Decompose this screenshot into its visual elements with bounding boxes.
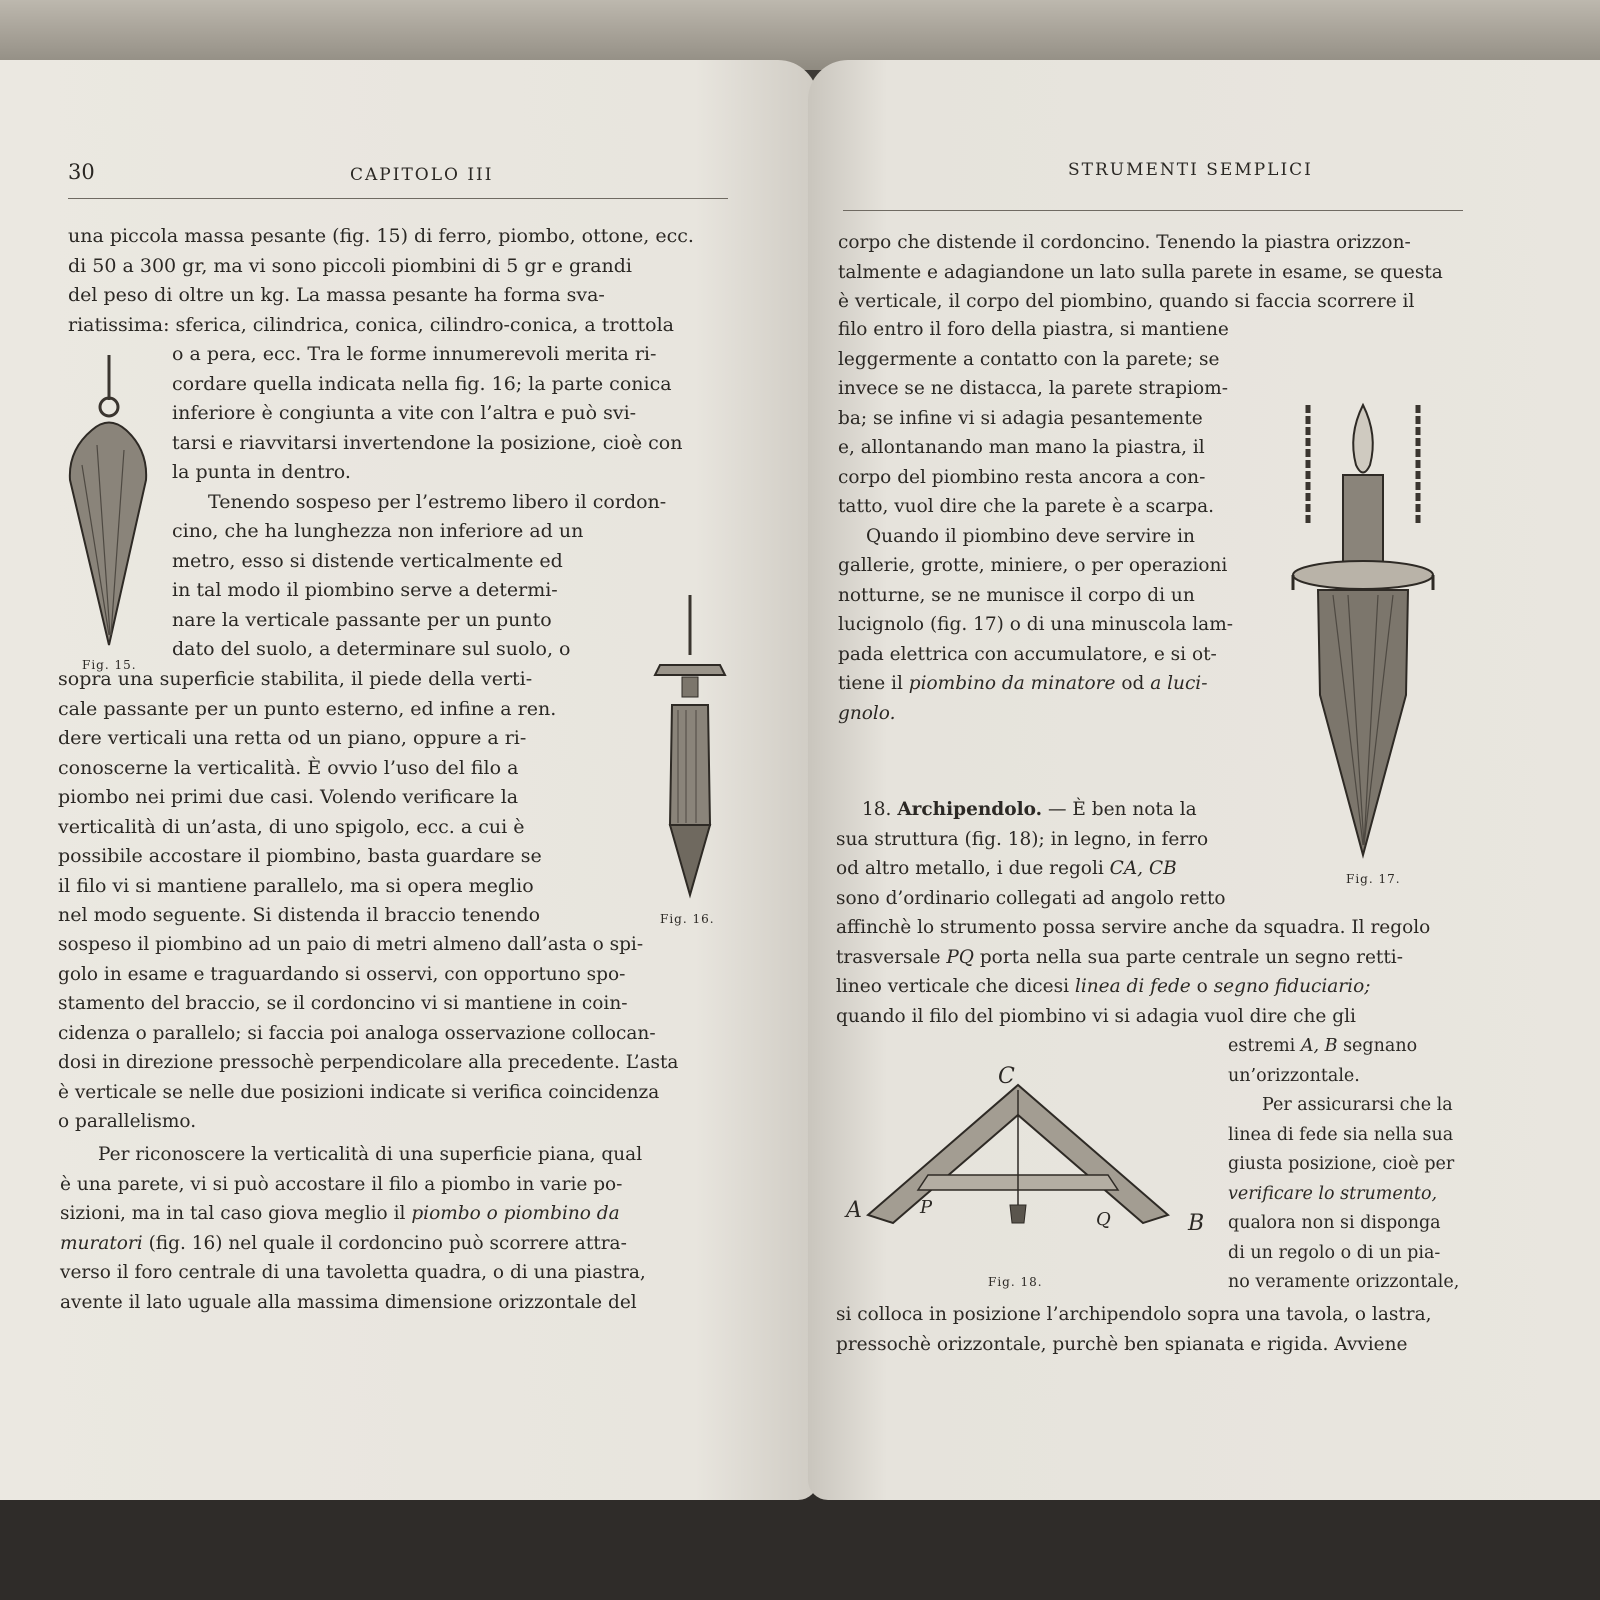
- left-paragraph-2: Per riconoscere la verticalità di una superficie piana, qual è una parete, vi si può accostare il filo a piombo in varie po- sizioni, ma in tal caso giova meglio il piombo o piombino da muratori (fig. 16) nel quale il cordoncino può scorrere attra- verso il foro centrale di una tavoletta quadra, o di una piastra, avente il lato uguale alla massima dimensione orizzontale del: [60, 1144, 646, 1313]
- right-text-fig17-column: filo entro il foro della piastra, si mantiene leggermente a contatto con la parete; se invece se ne distacca, la parete strapiom- ba; se infine vi si adagia pesantemente e, allontanando man mano la piastra, il corpo del piombino resta ancora a con- tatto, vuol dire che la parete è a scarpa. Quando il piombino deve servire in gallerie, grotte, miniere, o per operazioni notturne, se ne munisce il corpo di un lucignolo (fig. 17) o di una minuscola lam- pada elettrica con accumulatore, e si ot- tiene il piombino da minatore od a luci- gnolo.: [838, 319, 1233, 724]
- section-title: Archipendolo.: [897, 799, 1043, 820]
- fig15-plumb-bob-illustration: [62, 355, 152, 655]
- fig18-label-P: P: [920, 1197, 933, 1218]
- fig18-archipendolo-illustration: [838, 1065, 1218, 1275]
- right-section-18: 18. Archipendolo. — È ben nota la sua struttura (fig. 18); in legno, in ferro od altro metallo, i due regoli CA, CB sono d’ordinario collegati ad angolo retto affinchè lo strumento possa servire anche da squadra. Il regolo trasversale PQ porta nella sua parte centrale un segno retti- lineo verticale che dicesi linea di fede o segno fiduciario; quando il filo del piombino vi si adagia vuol dire che gli: [836, 799, 1431, 1027]
- running-head-left: CAPITOLO III: [350, 165, 494, 185]
- fig18-label-A: A: [846, 1198, 862, 1223]
- section-number: 18.: [862, 799, 892, 820]
- right-text-top: corpo che distende il cordoncino. Tenendo la piastra orizzon- talmente e adagiandone un lato sulla parete in esame, se questa è verticale, il corpo del piombino, quando si faccia scorrere il: [838, 232, 1443, 312]
- running-head-right: STRUMENTI SEMPLICI: [1068, 160, 1313, 180]
- fig16-mason-plumb-illustration: [650, 595, 730, 915]
- fig17-caption: Fig. 17.: [1346, 872, 1401, 886]
- fig15-caption: Fig. 15.: [82, 658, 137, 672]
- fig18-label-B: B: [1188, 1211, 1205, 1236]
- left-text-top: una piccola massa pesante (fig. 15) di ferro, piombo, ottone, ecc. di 50 a 300 gr, ma vi sono piccoli piombini di 5 gr e grandi del peso di oltre un kg. La massa pesante ha forma sva- riatissima: sferica, cilindrica, conica, cilindro-conica, a trottola: [68, 225, 694, 336]
- right-text-bottom: si colloca in posizione l’archipendolo sopra una tavola, o lastra, pressochè orizzontale, purchè ben spianata e rigida. Avviene: [836, 1304, 1432, 1355]
- fig18-label-Q: Q: [1096, 1209, 1111, 1230]
- right-text-fig18-column: estremi A, B segnano un’orizzontale. Per assicurarsi che la linea di fede sia nella sua giusta posizione, cioè per verificare lo strumento, qualora non si disponga di un regolo o di un pia- no veramente orizzontale,: [1228, 1036, 1460, 1292]
- fig18-label-C: C: [998, 1065, 1015, 1089]
- fig17-miner-lamp-plumb-illustration: [1278, 395, 1448, 865]
- left-text-fig15-column: o a pera, ecc. Tra le forme innumerevoli merita ri- cordare quella indicata nella fig. 16; la parte conica inferiore è congiunta a vite con l’altra e può svi- tarsi e riavvitarsi invertendone la posizione, cioè con la punta in dentro. Tenendo sospeso per l’estremo libero il cordon- cino, che ha lunghezza non inferiore ad un metro, esso si distende verticalmente ed in tal modo il piombino serve a determi- nare la verticale passante per un punto dato del suolo, a determinare sul suolo, o: [172, 343, 683, 660]
- left-page: [0, 60, 818, 1500]
- left-text-bottom: sospeso il piombino ad un paio di metri almeno dall’asta o spi- golo in esame e traguardando si osservi, con opportuno spo- stamento del braccio, se il cordoncino vi si mantiene in coin- cidenza o parallelo; si faccia poi analoga osservazione collocan- dosi in direzione pressochè perpendicolare alla precedente. L’asta è verticale se nelle due posizioni indicate si verifica coincidenza o parallelismo.: [58, 934, 679, 1132]
- fig18-caption: Fig. 18.: [988, 1275, 1043, 1289]
- header-rule-right: [843, 210, 1463, 211]
- left-text-fig16-column: sopra una superficie stabilita, il piede della verti- cale passante per un punto esterno, ed infine a ren. dere verticali una retta od un piano, oppure a ri- conoscerne la verticalità. È ovvio l’uso del filo a piombo nei primi due casi. Volendo verificare la verticalità di un’asta, di uno spigolo, ecc. a cui è possibile accostare il piombino, basta guardare se il filo vi si mantiene parallelo, ma si opera meglio nel modo seguente. Si distenda il braccio tenendo: [58, 668, 557, 926]
- right-page: [808, 60, 1600, 1500]
- page-number: 30: [68, 160, 95, 184]
- fig16-caption: Fig. 16.: [660, 912, 715, 926]
- header-rule-left: [68, 198, 728, 199]
